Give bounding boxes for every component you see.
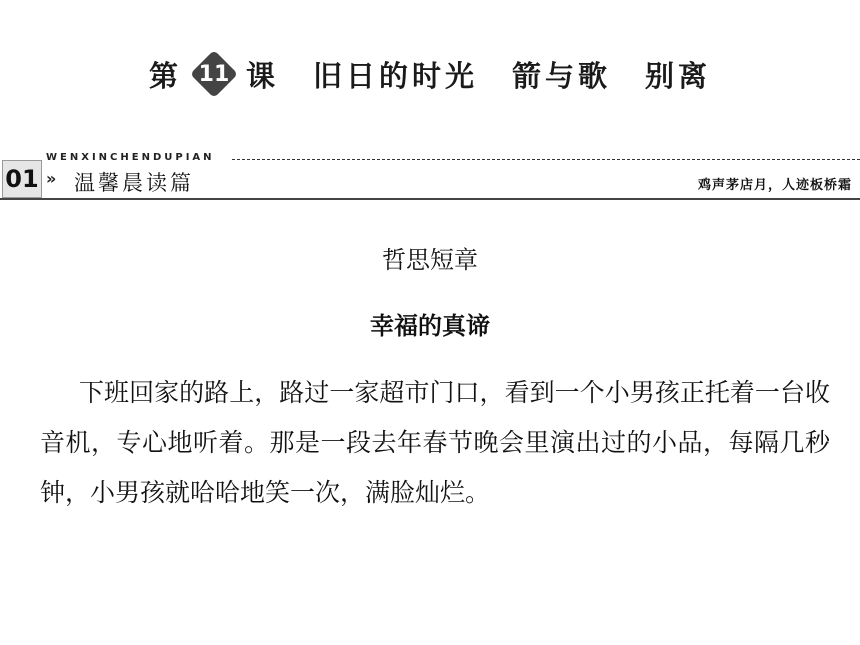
section-pinyin: WENXINCHENDUPIAN <box>46 152 215 163</box>
lesson-prefix: 第 <box>148 58 182 93</box>
lesson-title-a: 旧日的时光 <box>312 58 478 93</box>
article-title: 幸福的真谛 <box>370 312 490 340</box>
chevron-right-icon: » <box>46 169 57 188</box>
article-category: 哲思短章 <box>382 246 478 274</box>
dashed-divider <box>232 159 860 160</box>
lesson-title-b: 箭与歌 <box>512 58 612 93</box>
section-number: 01 <box>2 160 42 198</box>
lesson-number-badge <box>190 50 238 98</box>
section-motto: 鸡声茅店月，人迹板桥霜 <box>697 178 852 193</box>
lesson-number: 11 <box>198 61 230 87</box>
lesson-title <box>0 46 860 102</box>
section-name: 温馨晨读篇 <box>74 171 194 195</box>
section-underline <box>0 198 860 200</box>
lesson-title-c: 别离 <box>645 58 712 93</box>
article-body: 下班回家的路上，路过一家超市门口，看到一个小男孩正托着一台收音机，专心地听着。那是一段去年春节晚会里演出过的小品，每隔几秒钟，小男孩就哈哈地笑一次，满脸灿烂。 <box>40 378 830 507</box>
lesson-unit: 课 <box>245 58 279 93</box>
section-header <box>0 150 860 200</box>
